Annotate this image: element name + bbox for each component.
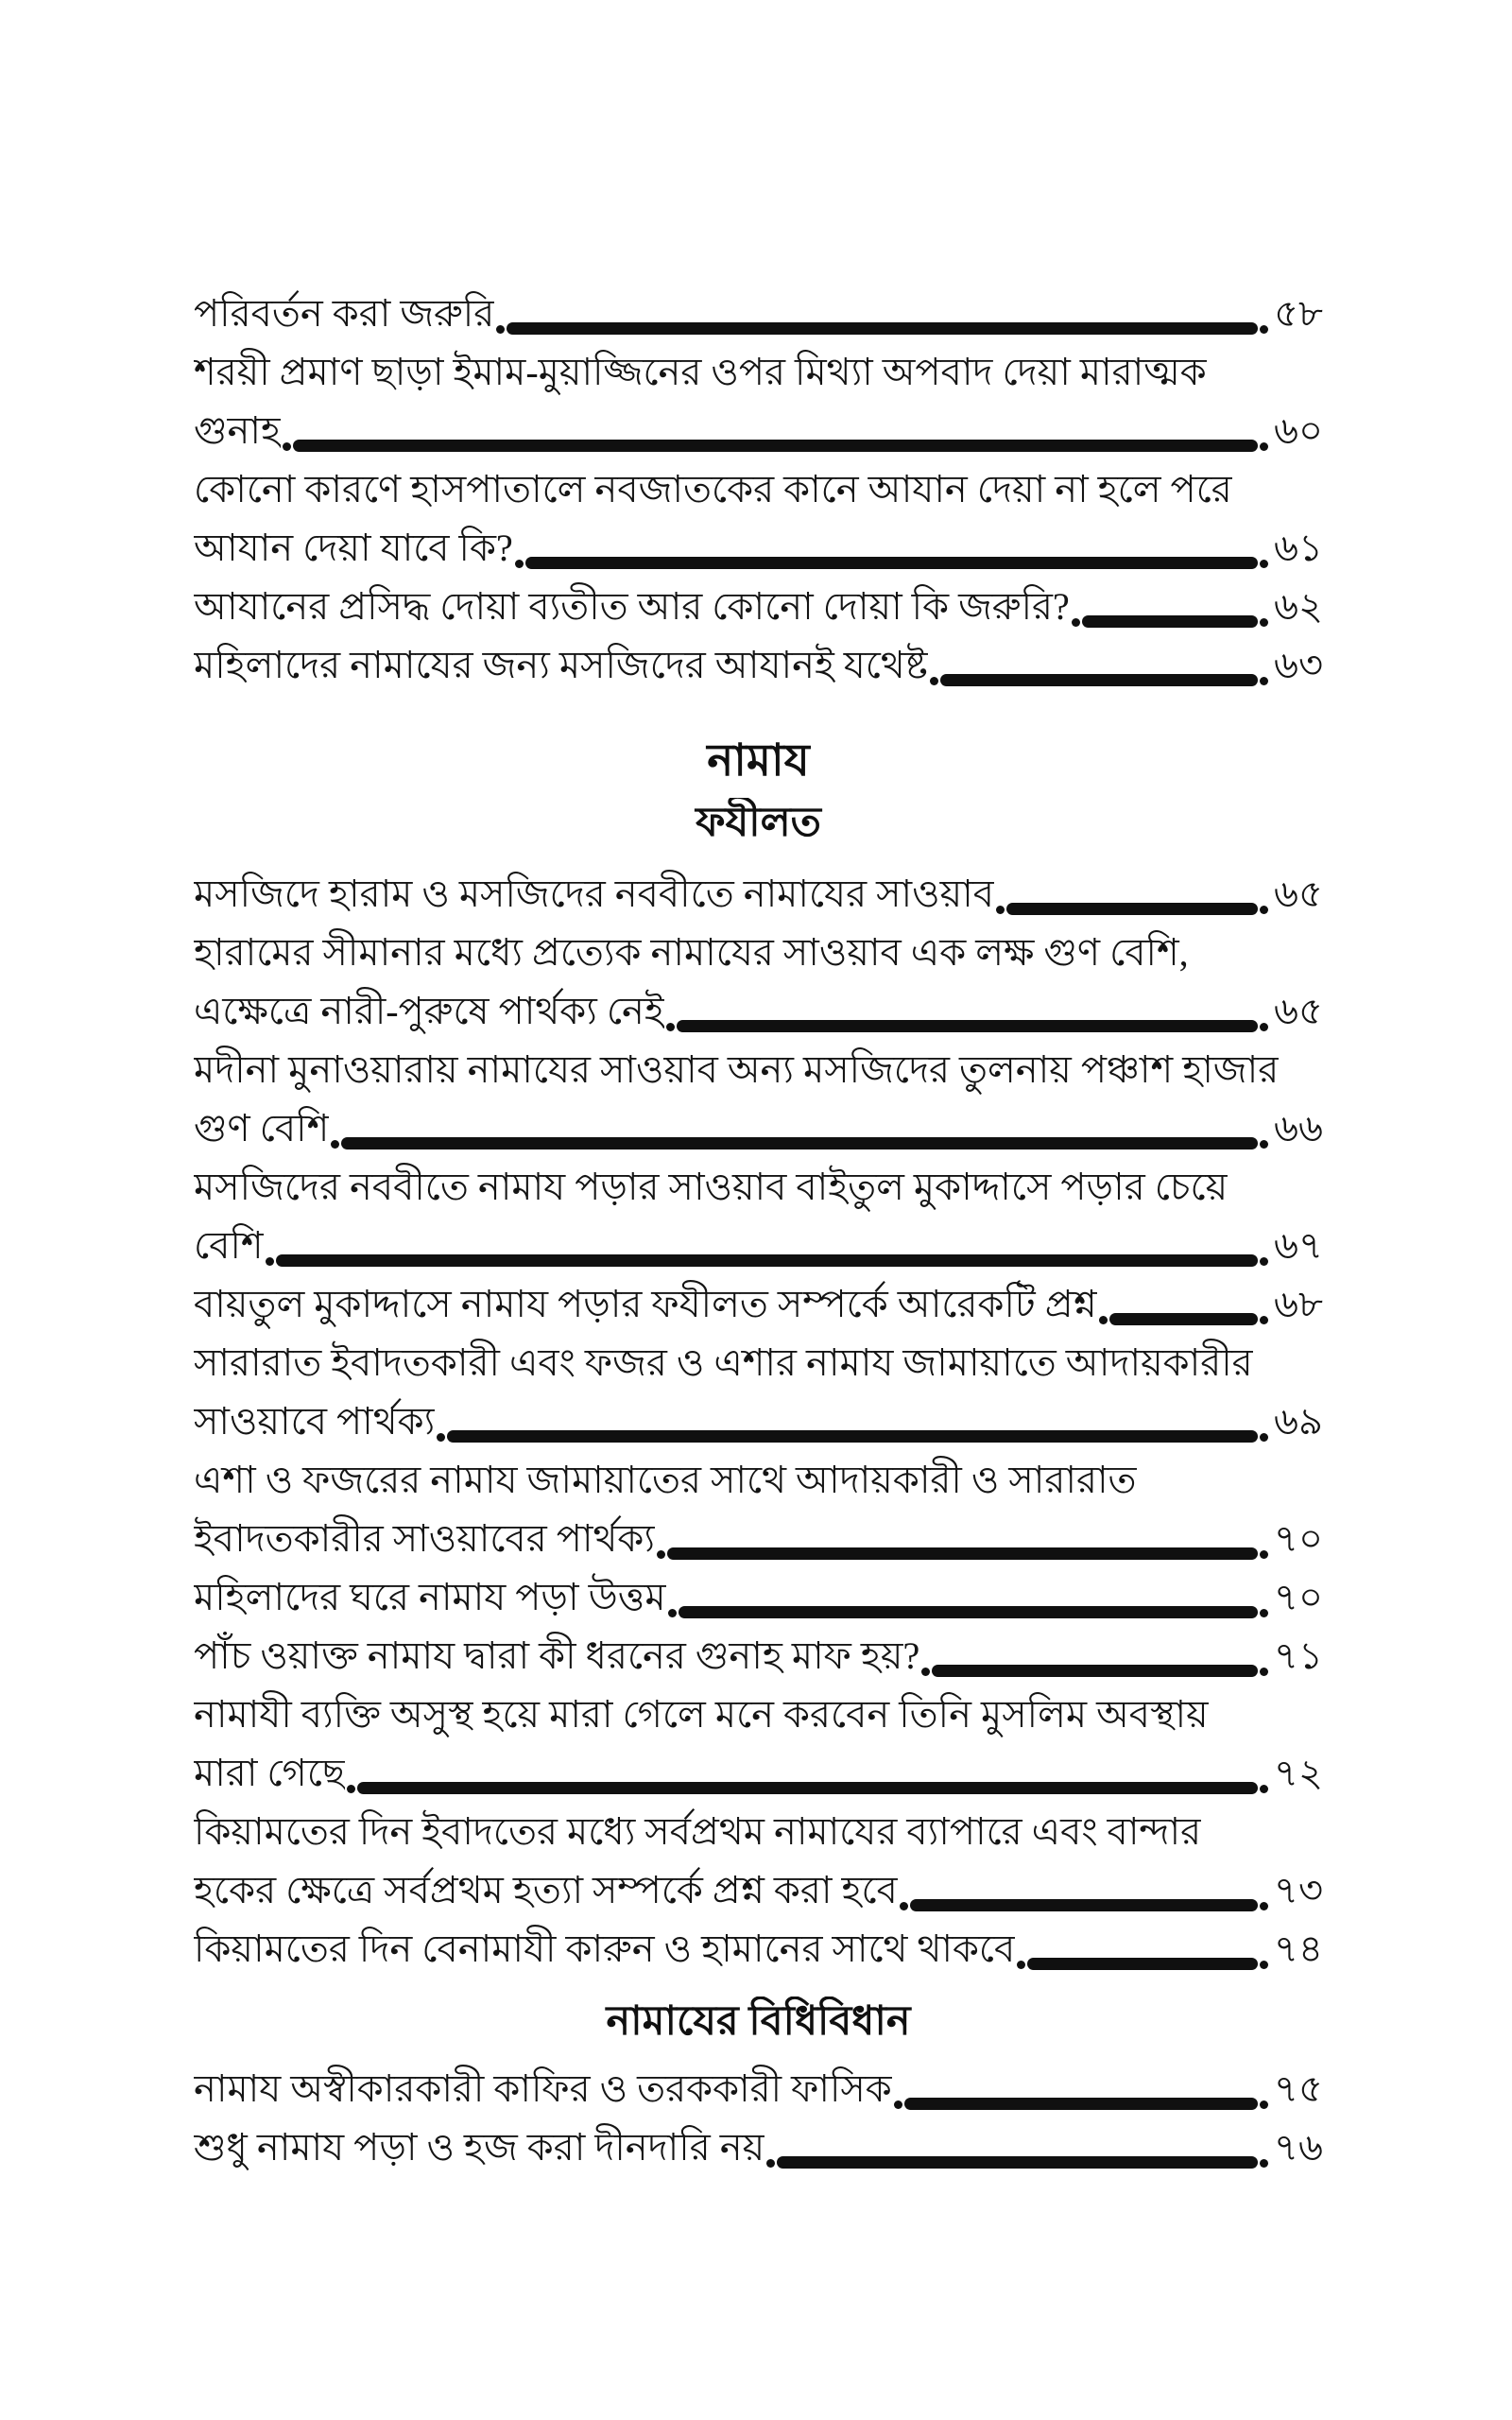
dot-leader	[655, 1547, 1270, 1565]
dot-leader	[1097, 1313, 1270, 1331]
toc-entry-line	[194, 633, 1323, 692]
leader-end-dot	[1260, 1961, 1268, 1969]
toc-entry-line	[194, 1507, 1323, 1565]
leader-start-dot	[1072, 618, 1080, 627]
leader-bar	[940, 674, 1258, 686]
leader-end-dot	[1260, 1785, 1268, 1793]
leader-bar	[1082, 615, 1258, 628]
toc-entry-line	[194, 282, 1323, 340]
section-heading: নামায	[707, 736, 810, 786]
entry-title-continuation: মদীনা মুনাওয়ারায় নামাযের সাওয়াব অন্য মসজিদের তুলনায় পঞ্চাশ হাজার	[194, 1048, 1280, 1091]
entry-title: মহিলাদের ঘরে নামায পড়া উত্তম	[194, 1576, 666, 1618]
dot-leader	[928, 674, 1270, 692]
leader-start-dot	[900, 1902, 908, 1910]
toc-entry-line	[194, 1272, 1323, 1331]
dot-leader	[1070, 615, 1270, 633]
dot-leader	[919, 1665, 1270, 1683]
leader-end-dot	[1260, 618, 1268, 627]
leader-end-dot	[1260, 1668, 1268, 1676]
toc-entry-line	[194, 979, 1323, 1038]
leader-end-dot	[1260, 1433, 1268, 1442]
leader-end-dot	[1260, 325, 1268, 334]
entry-title: সাওয়াবে পার্থক্য	[194, 1400, 436, 1443]
entry-page-number: ৬৮	[1274, 1283, 1323, 1325]
entry-title: শুধু নামায পড়া ও হজ করা দীনদারি নয়	[194, 2126, 765, 2169]
toc-entry-line	[194, 1917, 1323, 1976]
dot-leader	[994, 903, 1270, 921]
entry-title: বায়তুল মুকাদ্দাসে নামায পড়ার ফযীলত সম্পর্কে আরেকটি প্রশ্ন	[194, 1283, 1097, 1325]
leader-end-dot	[1260, 677, 1268, 685]
dot-leader	[666, 1606, 1270, 1624]
toc-continuation-line	[194, 1683, 1323, 1741]
entry-title: নামায অস্বীকারকারী কাফির ও তরককারী ফাসিক	[194, 2067, 892, 2110]
entry-page-number: ৬৩	[1273, 644, 1323, 686]
entry-page-number: ৭৫	[1274, 2067, 1323, 2110]
leader-start-dot	[437, 1433, 445, 1442]
leader-bar	[357, 1782, 1258, 1794]
toc-rows	[194, 282, 1323, 2174]
leader-start-dot	[666, 1023, 675, 1031]
leader-end-dot	[1260, 2100, 1268, 2109]
leader-end-dot	[1260, 560, 1268, 568]
toc-entry-line	[194, 1858, 1323, 1917]
leader-bar	[679, 1606, 1258, 1618]
entry-page-number: ৭৪	[1274, 1927, 1323, 1970]
leader-bar	[677, 1020, 1258, 1032]
leader-end-dot	[1260, 1550, 1268, 1559]
toc-continuation-line	[194, 1331, 1323, 1390]
toc-entry-line	[194, 1390, 1323, 1448]
entry-title: আযান দেয়া যাবে কি?	[194, 527, 513, 569]
dot-leader	[898, 1899, 1270, 1917]
leader-bar	[525, 557, 1258, 569]
entry-page-number: ৬০	[1273, 409, 1323, 452]
dot-leader	[345, 1782, 1270, 1800]
leader-bar	[507, 322, 1258, 335]
dot-leader	[1015, 1958, 1270, 1976]
entry-page-number: ৭৩	[1273, 1869, 1323, 1911]
entry-title-continuation: কোনো কারণে হাসপাতালে নবজাতকের কানে আযান দেয়া না হলে পরে	[194, 468, 1232, 510]
leader-bar	[1109, 1313, 1258, 1325]
entry-page-number: ৭০	[1273, 1517, 1323, 1560]
leader-end-dot	[1260, 1609, 1268, 1617]
entry-page-number: ৬৬	[1273, 1107, 1323, 1150]
toc-continuation-line	[194, 458, 1323, 516]
leader-start-dot	[266, 1257, 274, 1266]
leader-start-dot	[930, 677, 938, 685]
dot-leader	[664, 1020, 1270, 1038]
entry-title-continuation: কিয়ামতের দিন ইবাদতের মধ্যে সর্বপ্রথম নামাযের ব্যাপারে এবং বান্দার	[194, 1810, 1202, 1853]
dot-leader	[281, 440, 1270, 458]
dot-leader	[765, 2156, 1270, 2174]
toc-content	[194, 282, 1323, 2174]
dot-leader	[892, 2098, 1270, 2116]
leader-start-dot	[1017, 1961, 1025, 1969]
leader-start-dot	[921, 1668, 930, 1676]
toc-continuation-line	[194, 1038, 1323, 1097]
dot-leader	[264, 1254, 1270, 1272]
toc-entry-line	[194, 575, 1323, 633]
leader-start-dot	[657, 1550, 665, 1559]
leader-start-dot	[668, 1609, 677, 1617]
leader-end-dot	[1260, 1257, 1268, 1266]
toc-continuation-line	[194, 921, 1323, 979]
section-heading: নামাযের বিধিবিধান	[606, 1999, 911, 2044]
entry-title: ইবাদতকারীর সাওয়াবের পার্থক্য	[194, 1517, 655, 1560]
entry-page-number: ৭২	[1273, 1752, 1323, 1794]
leader-start-dot	[331, 1140, 339, 1149]
toc-entry-line	[194, 1565, 1323, 1624]
toc-entry-line	[194, 1624, 1323, 1683]
leader-bar	[447, 1430, 1258, 1443]
dot-leader	[329, 1137, 1270, 1155]
leader-start-dot	[283, 442, 291, 451]
toc-entry-line	[194, 1214, 1323, 1272]
toc-entry-line	[194, 2116, 1323, 2174]
entry-page-number: ৬৯	[1274, 1400, 1323, 1443]
entry-title-continuation: এশা ও ফজরের নামায জামায়াতের সাথে আদায়কারী ও সারারাত	[194, 1459, 1137, 1501]
leader-end-dot	[1260, 1316, 1268, 1324]
leader-start-dot	[1099, 1316, 1108, 1324]
leader-start-dot	[515, 560, 524, 568]
leader-start-dot	[894, 2100, 902, 2109]
toc-entry-line	[194, 399, 1323, 458]
leader-bar	[667, 1547, 1258, 1560]
toc-continuation-line	[194, 1800, 1323, 1858]
entry-page-number: ৭৬	[1273, 2126, 1323, 2169]
entry-page-number: ৭০	[1273, 1576, 1323, 1618]
entry-title-continuation: সারারাত ইবাদতকারী এবং ফজর ও এশার নামায জামায়াতে আদায়কারীর	[194, 1341, 1253, 1384]
dot-leader	[494, 322, 1270, 340]
entry-title: গুণ বেশি	[194, 1107, 330, 1150]
entry-page-number: ৭১	[1274, 1634, 1323, 1677]
leader-end-dot	[1260, 1023, 1268, 1031]
leader-start-dot	[766, 2159, 775, 2168]
leader-bar	[1006, 903, 1258, 915]
entry-title: কিয়ামতের দিন বেনামাযী কারুন ও হামানের সাথে থাকবে	[194, 1927, 1016, 1970]
leader-bar	[293, 440, 1258, 452]
leader-end-dot	[1260, 2159, 1268, 2168]
entry-page-number: ৬৫	[1274, 873, 1323, 915]
leader-end-dot	[1260, 906, 1268, 914]
leader-bar	[777, 2156, 1258, 2169]
toc-entry-line	[194, 862, 1323, 921]
leader-start-dot	[996, 906, 1005, 914]
entry-title: মারা গেছে	[194, 1752, 346, 1794]
entry-title-continuation: নামাযী ব্যক্তি অসুস্থ হয়ে মারা গেলে মনে করবেন তিনি মুসলিম অবস্থায়	[194, 1693, 1209, 1736]
toc-entry-line	[194, 1741, 1323, 1800]
toc-continuation-line	[194, 1448, 1323, 1507]
toc-continuation-line	[194, 340, 1323, 399]
toc-entry-line	[194, 1097, 1323, 1155]
leader-end-dot	[1260, 442, 1268, 451]
dot-leader	[435, 1430, 1270, 1448]
entry-page-number: ৬৭	[1273, 1224, 1323, 1267]
entry-page-number: ৬১	[1274, 527, 1323, 569]
leader-start-dot	[496, 325, 505, 334]
leader-bar	[932, 1665, 1258, 1677]
entry-title: মসজিদে হারাম ও মসজিদের নববীতে নামাযের সাওয়াব	[194, 873, 994, 915]
leader-bar	[341, 1137, 1258, 1150]
entry-title: এক্ষেত্রে নারী-পুরুষে পার্থক্য নেই	[194, 990, 664, 1032]
entry-title-continuation: মসজিদের নববীতে নামায পড়ার সাওয়াব বাইতুল মুকাদ্দাসে পড়ার চেয়ে	[194, 1166, 1228, 1208]
entry-title: হকের ক্ষেত্রে সর্বপ্রথম হত্যা সম্পর্কে প্রশ্ন করা হবে	[194, 1869, 898, 1911]
section-heading: ফযীলত	[696, 801, 821, 845]
leader-bar	[276, 1254, 1258, 1267]
toc-entry-line	[194, 2057, 1323, 2116]
entry-page-number: ৬২	[1273, 585, 1323, 628]
entry-page-number: ৬৫	[1274, 990, 1323, 1032]
entry-page-number: ৫৮	[1274, 292, 1323, 335]
entry-title-continuation: হারামের সীমানার মধ্যে প্রত্যেক নামাযের সাওয়াব এক লক্ষ গুণ বেশি,	[194, 931, 1189, 974]
entry-title: মহিলাদের নামাযের জন্য মসজিদের আযানই যথেষ্ট	[194, 644, 928, 686]
entry-title: আযানের প্রসিদ্ধ দোয়া ব্যতীত আর কোনো দোয়া কি জরুরি?	[194, 585, 1070, 628]
leader-bar	[904, 2098, 1258, 2110]
entry-title: পরিবর্তন করা জরুরি	[194, 292, 495, 335]
leader-end-dot	[1260, 1902, 1268, 1910]
toc-entry-line	[194, 516, 1323, 575]
entry-title-continuation: শরয়ী প্রমাণ ছাড়া ইমাম-মুয়াজ্জিনের ওপর মিথ্যা অপবাদ দেয়া মারাত্মক	[194, 351, 1207, 393]
toc-continuation-line	[194, 1155, 1323, 1214]
leader-bar	[910, 1899, 1258, 1911]
leader-start-dot	[347, 1785, 355, 1793]
leader-end-dot	[1260, 1140, 1268, 1149]
entry-title: গুনাহ	[194, 409, 281, 452]
dot-leader	[513, 557, 1270, 575]
entry-title: পাঁচ ওয়াক্ত নামায দ্বারা কী ধরনের গুনাহ মাফ হয়?	[194, 1634, 920, 1677]
entry-title: বেশি	[194, 1224, 264, 1267]
leader-bar	[1027, 1958, 1258, 1970]
